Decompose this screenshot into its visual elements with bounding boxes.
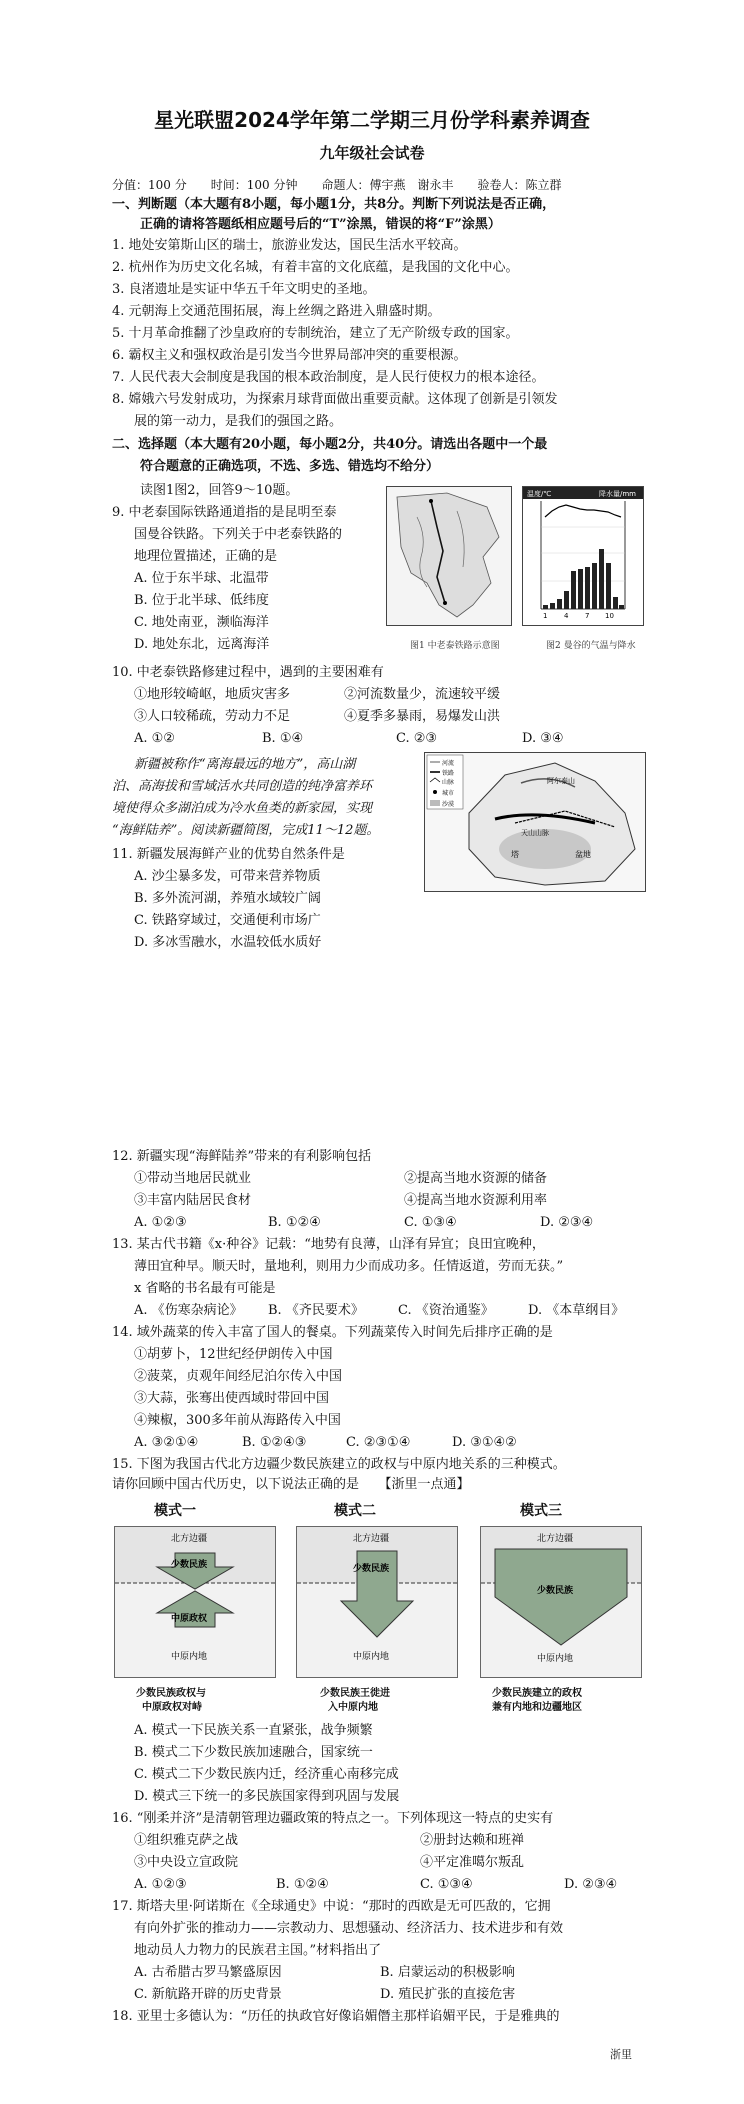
q9-option: D. 地处东北，远离海洋 xyxy=(134,637,270,652)
temp-axis-label: 温度/℃ xyxy=(527,490,552,498)
judge-item: 8. 嫦娥六号发射成功，为探索月球背面做出重要贡献。这体现了创新是引领发 xyxy=(112,392,558,407)
climate-chart xyxy=(523,487,643,625)
judge-item: 2. 杭州作为历史文化名城，有着丰富的文化底蕴，是我国的文化中心。 xyxy=(112,260,519,275)
q12-stem: 12. 新疆实现“海鲜陆养”带来的有利影响包括 xyxy=(112,1149,372,1164)
q17-stem: 地动员人力物力的民族君主国。”材料指出了 xyxy=(134,1943,382,1958)
legend-desert: 沙漠 xyxy=(442,801,455,808)
q9-option: A. 位于东半球、北温带 xyxy=(134,571,269,586)
q10-option: ①地形较崎岖，地质灾害多 xyxy=(134,687,291,702)
mode-caption: 兼有内地和边疆地区 xyxy=(492,1702,582,1713)
q17-option: C. 新航路开辟的历史背景 xyxy=(134,1987,282,2002)
map-label: 塔 xyxy=(511,850,519,859)
q13-answer: A. 《伤寒杂病论》 xyxy=(134,1303,243,1318)
xinjiang-map-figure xyxy=(424,752,646,892)
page-subtitle: 九年级社会试卷 xyxy=(319,144,425,162)
q12-answer: B. ①②④ xyxy=(268,1215,321,1230)
mode-caption: 入中原内地 xyxy=(328,1702,378,1713)
q9-stem: 国曼谷铁路。下列关于中老泰铁路的 xyxy=(134,527,343,542)
q16-answer: D. ②③④ xyxy=(564,1877,618,1892)
q11-intro: 新疆被称作“离海最远的地方”，高山湖 xyxy=(134,757,356,772)
railway-map xyxy=(387,487,511,625)
q14-answer: A. ③②①④ xyxy=(134,1435,199,1450)
q14-answer: C. ②③①④ xyxy=(346,1435,411,1450)
q16-stem: 16. “刚柔并济”是清朝管理边疆政策的特点之一。下列体现这一特点的史实有 xyxy=(112,1811,554,1826)
x-tick: 1 xyxy=(543,612,548,620)
q15-stem: 请你回顾中国古代历史，以下说法正确的是 【浙里一点通】 xyxy=(112,1477,470,1492)
q11-stem: 11. 新疆发展海鲜产业的优势自然条件是 xyxy=(112,847,345,862)
judge-item: 7. 人民代表大会制度是我国的根本政治制度，是人民行使权力的根本途径。 xyxy=(112,370,545,385)
q9-option: B. 位于北半球、低纬度 xyxy=(134,593,269,608)
judge-item: 3. 良渚遗址是实证中华五千年文明史的圣地。 xyxy=(112,282,376,297)
q15-option: D. 模式三下统一的多民族国家得到巩固与发展 xyxy=(134,1789,400,1804)
mode-caption: 少数民族王徙进 xyxy=(320,1688,390,1699)
q13-answer: D. 《本草纲目》 xyxy=(528,1303,625,1318)
read-instruction: 读图1图2，回答9～10题。 xyxy=(140,483,299,498)
q11-option: D. 多冰雪融水，水温较低水质好 xyxy=(134,935,322,950)
q16-answer: A. ①②③ xyxy=(134,1877,187,1892)
climate-chart-figure xyxy=(522,486,644,626)
section2-title: 二、选择题（本大题有20小题，每小题2分，共40分。请选出各题中一个最 xyxy=(112,437,548,452)
q10-stem: 10. 中老泰铁路修建过程中，遇到的主要困难有 xyxy=(112,665,384,680)
q16-answer: C. ①③④ xyxy=(420,1877,473,1892)
q16-option: ④平定准噶尔叛乱 xyxy=(420,1855,525,1870)
x-tick: 10 xyxy=(605,612,614,620)
q14-answer: D. ③①④② xyxy=(452,1435,517,1450)
q14-option: ①胡萝卜，12世纪经伊朗传入中国 xyxy=(134,1347,333,1362)
xinjiang-map xyxy=(425,753,645,891)
q17-option: B. 启蒙运动的积极影响 xyxy=(380,1965,515,1980)
q15-stem: 15. 下图为我国古代北方边疆少数民族建立的政权与中原内地关系的三种模式。 xyxy=(112,1457,566,1472)
mode-caption: 少数民族建立的政权 xyxy=(492,1688,582,1699)
figure2-caption: 图2 曼谷的气温与降水 xyxy=(546,641,636,651)
q14-answer: B. ①②④③ xyxy=(242,1435,307,1450)
q13-answer: C. 《资治通鉴》 xyxy=(398,1303,494,1318)
q13-stem: 13. 某古代书籍《x·种谷》记载：“地势有良薄，山泽有异宜；良田宜晚种， xyxy=(112,1237,545,1252)
page-title: 星光联盟2024学年第二学期三月份学科素养调查 xyxy=(154,108,590,132)
legend-city: 城市 xyxy=(442,790,455,797)
q13-stem: x 省略的书名最有可能是 xyxy=(134,1281,276,1296)
q12-answer: C. ①③④ xyxy=(404,1215,457,1230)
mode-bottom-label: 中原内地 xyxy=(171,1652,208,1662)
q16-option: ③中央设立宣政院 xyxy=(134,1855,239,1870)
q15-option: C. 模式二下少数民族内迁，经济重心南移完成 xyxy=(134,1767,399,1782)
section1-title: 一、判断题（本大题有8小题，每小题1分，共8分。判断下列说法是否正确， xyxy=(112,197,556,212)
x-tick: 4 xyxy=(564,612,569,620)
q10-option: ②河流数量少，流速较平缓 xyxy=(344,687,501,702)
q17-option: D. 殖民扩张的直接危害 xyxy=(380,1987,516,2002)
q10-answer: A. ①② xyxy=(134,731,175,746)
x-tick: 7 xyxy=(585,612,590,620)
q9-stem: 9. 中老泰国际铁路通道指的是昆明至泰 xyxy=(112,505,337,520)
mode-a-label: 少数民族 xyxy=(537,1586,574,1596)
exam-meta: 分值：100 分 时间：100 分钟 命题人：傅宇燕 谢永丰 验卷人：陈立群 xyxy=(112,178,562,192)
judge-item-cont: 展的第一动力，是我们的强国之路。 xyxy=(134,414,343,429)
mode-box xyxy=(480,1526,642,1678)
mode-title: 模式三 xyxy=(520,1503,562,1519)
q16-answer: B. ①②④ xyxy=(276,1877,329,1892)
legend-mountain: 山脉 xyxy=(442,779,455,786)
q12-option: ②提高当地水资源的储备 xyxy=(404,1171,548,1186)
legend-river: 河流 xyxy=(442,760,455,767)
q17-stem: 有向外扩张的推动力——宗教动力、思想骚动、经济活力、技术进步和有效 xyxy=(134,1921,564,1936)
q14-stem: 14. 域外蔬菜的传入丰富了国人的餐桌。下列蔬菜传入时间先后排序正确的是 xyxy=(112,1325,553,1340)
page-footer: 浙里 xyxy=(610,2048,632,2061)
map-label: 阿尔泰山 xyxy=(547,777,575,785)
q13-stem: 薄田宜种早。顺天时，量地利，则用力少而成功多。任情返道，劳而无获。” xyxy=(134,1259,564,1274)
q10-option: ③人口较稀疏，劳动力不足 xyxy=(134,709,291,724)
q15-option: B. 模式二下少数民族加速融合，国家统一 xyxy=(134,1745,373,1760)
q16-option: ①组织雅克萨之战 xyxy=(134,1833,239,1848)
q14-option: ③大蒜，张骞出使西域时带回中国 xyxy=(134,1391,330,1406)
mode-bottom-label: 中原内地 xyxy=(353,1652,390,1662)
mode-title: 模式一 xyxy=(154,1503,196,1519)
judge-item: 4. 元朝海上交通范围拓展，海上丝绸之路进入鼎盛时期。 xyxy=(112,304,441,319)
q12-option: ③丰富内陆居民食材 xyxy=(134,1193,252,1208)
q14-option: ④辣椒，300多年前从海路传入中国 xyxy=(134,1413,341,1428)
mode-top-label: 北方边疆 xyxy=(537,1534,574,1544)
mode-top-label: 北方边疆 xyxy=(171,1534,208,1544)
figure1-caption: 图1 中老泰铁路示意图 xyxy=(410,641,500,651)
q12-option: ④提高当地水资源利用率 xyxy=(404,1193,548,1208)
mode-title: 模式二 xyxy=(334,1503,376,1519)
q12-answer: D. ②③④ xyxy=(540,1215,594,1230)
mode-caption: 少数民族政权与 xyxy=(136,1688,206,1699)
q18-stem: 18. 亚里士多德认为：“历任的执政官好像谄媚僭主那样谄媚平民，于是雅典的 xyxy=(112,2009,560,2024)
mode-caption: 中原政权对峙 xyxy=(142,1702,202,1713)
q10-answer: D. ③④ xyxy=(522,731,564,746)
q15-option: A. 模式一下民族关系一直紧张，战争频繁 xyxy=(134,1723,373,1738)
mode-bottom-label: 中原内地 xyxy=(537,1654,574,1664)
q12-option: ①带动当地居民就业 xyxy=(134,1171,252,1186)
rain-axis-label: 降水量/mm xyxy=(599,490,636,498)
q11-intro: 境使得众多湖泊成为冷水鱼类的新家园，实现 xyxy=(112,801,373,816)
section2-title-cont: 符合题意的正确选项，不选、多选、错选均不给分） xyxy=(140,459,440,474)
q11-intro: “海鲜陆养”。阅读新疆简图，完成11～12题。 xyxy=(112,823,380,838)
q12-answer: A. ①②③ xyxy=(134,1215,187,1230)
q13-answer: B. 《齐民要术》 xyxy=(268,1303,364,1318)
modes-figure xyxy=(114,1500,644,1714)
q9-option: C. 地处南亚，濒临海洋 xyxy=(134,615,269,630)
q10-option: ④夏季多暴雨，易爆发山洪 xyxy=(344,709,501,724)
map-label: 盆地 xyxy=(575,850,591,859)
mode-a-label: 少数民族 xyxy=(171,1560,208,1570)
q14-option: ②菠菜，贞观年间经尼泊尔传入中国 xyxy=(134,1369,343,1384)
legend-railway: 铁路 xyxy=(442,770,455,777)
mode-b-label: 中原政权 xyxy=(171,1614,208,1624)
section1-title-cont: 正确的请将答题纸相应题号后的“T”涂黑，错误的将“F”涂黑） xyxy=(140,217,501,232)
mode1-diagram xyxy=(115,1527,275,1677)
q11-intro: 泊、高海拔和雪域活水共同创造的纯净富养环 xyxy=(112,779,373,794)
map-label: 天山山脉 xyxy=(521,829,549,837)
mode3-diagram xyxy=(481,1527,641,1677)
railway-map-figure xyxy=(386,486,512,626)
q11-option: C. 铁路穿域过，交通便利市场广 xyxy=(134,913,321,928)
q17-stem: 17. 斯塔夫里·阿诺斯在《全球通史》中说：“那时的西欧是无可匹敌的，它拥 xyxy=(112,1899,551,1914)
q11-option: B. 多外流河湖，养殖水域较广阔 xyxy=(134,891,321,906)
q17-option: A. 古希腊古罗马繁盛原因 xyxy=(134,1965,282,1980)
mode-a-label: 少数民族 xyxy=(353,1564,390,1574)
q16-option: ②册封达赖和班禅 xyxy=(420,1833,525,1848)
q10-answer: B. ①④ xyxy=(262,731,304,746)
mode-box xyxy=(114,1526,276,1678)
q11-option: A. 沙尘暴多发，可带来营养物质 xyxy=(134,869,321,884)
judge-item: 5. 十月革命推翻了沙皇政府的专制统治，建立了无产阶级专政的国家。 xyxy=(112,326,519,341)
q9-stem: 地理位置描述，正确的是 xyxy=(134,549,278,564)
judge-item: 6. 霸权主义和强权政治是引发当今世界局部冲突的重要根源。 xyxy=(112,348,467,363)
mode-top-label: 北方边疆 xyxy=(353,1534,390,1544)
mode2-diagram xyxy=(297,1527,457,1677)
judge-item: 1. 地处安第斯山区的瑞士，旅游业发达，国民生活水平较高。 xyxy=(112,238,467,253)
q10-answer: C. ②③ xyxy=(396,731,438,746)
mode-box xyxy=(296,1526,458,1678)
